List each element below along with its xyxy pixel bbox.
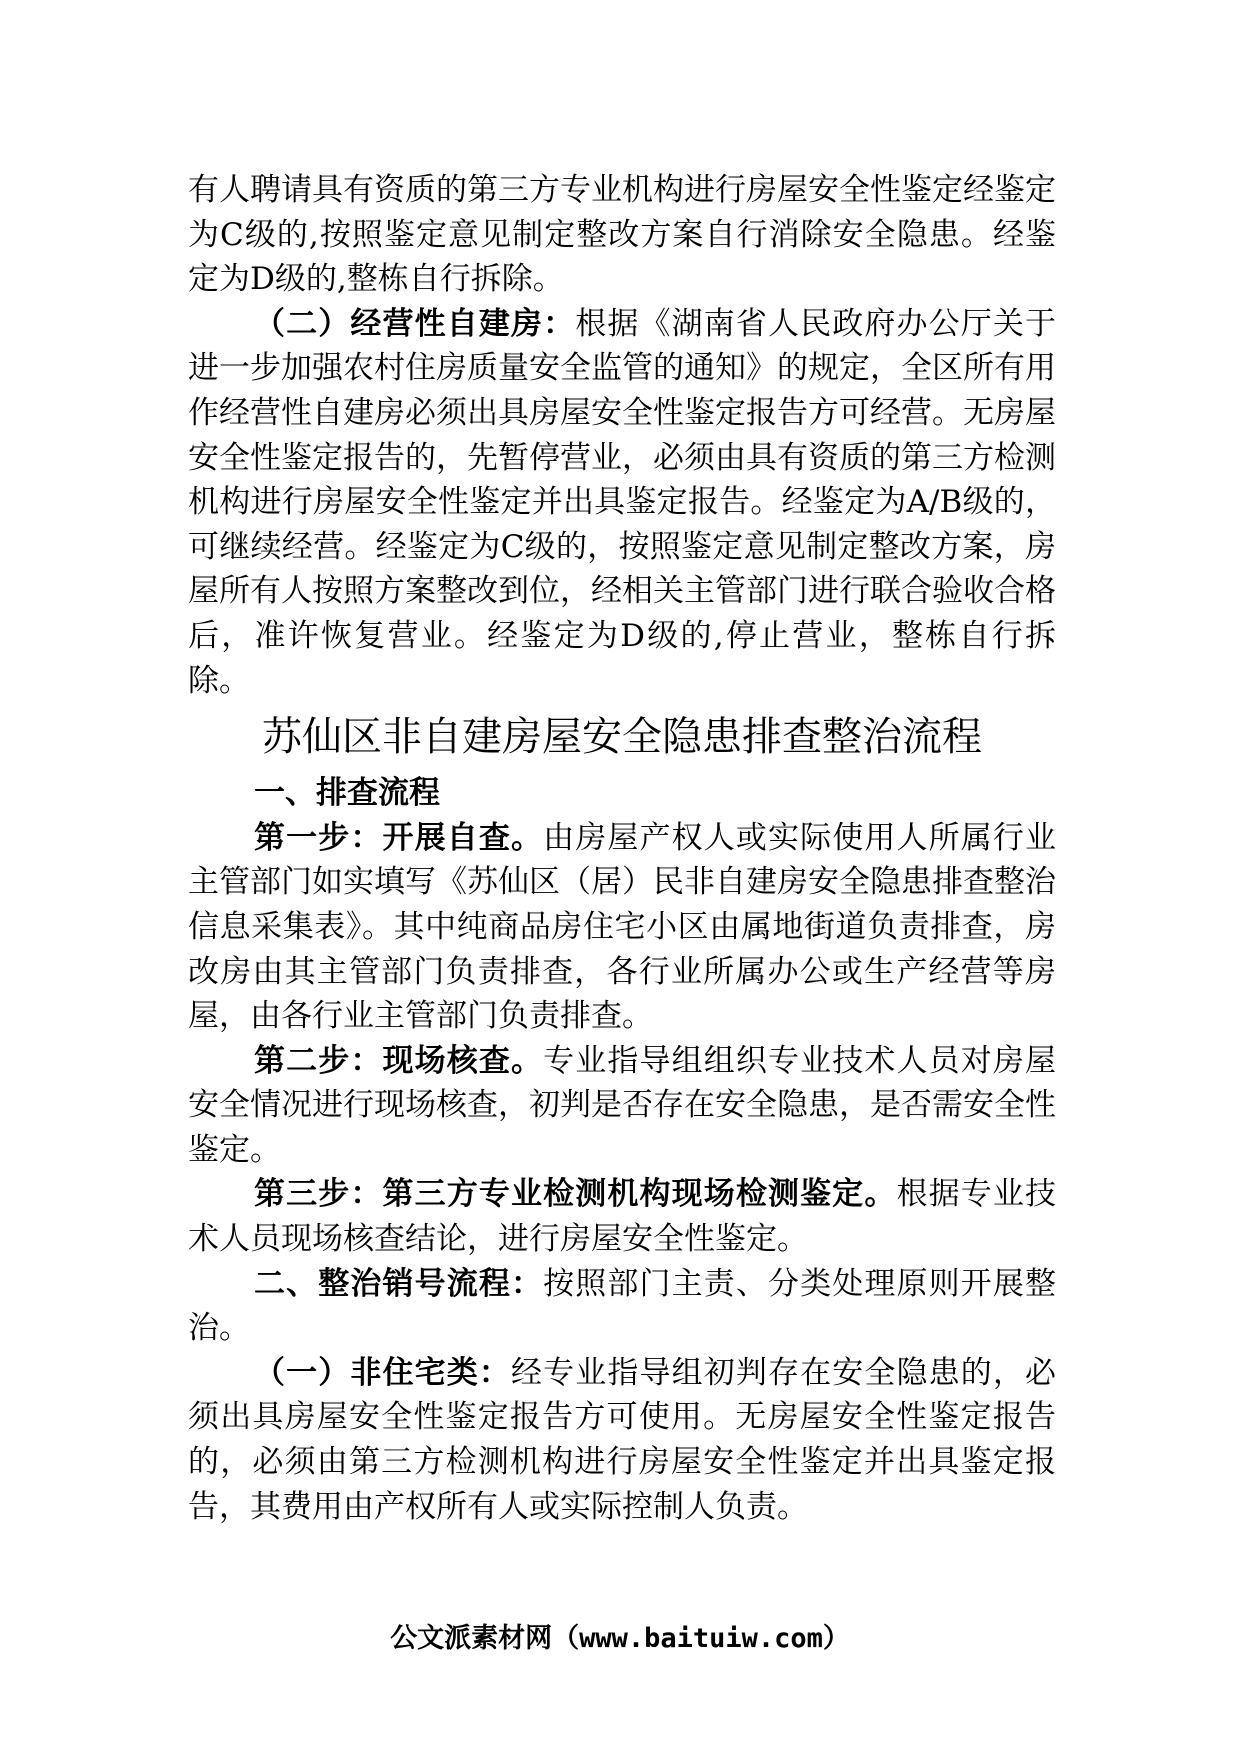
step-two-lead: 第二步：现场核查。: [254, 1042, 544, 1079]
paragraph-non-residential-text: 经专业指导组初判存在安全隐患的，必须出具房屋安全性鉴定报告方可使用。无房屋安全性鉴定报告的，必须由第三方检测机构进行房屋安全性鉴定并出具鉴定报告，其费用由产权所有人或实际控制人负责。: [188, 1354, 1056, 1525]
heading-rectification-text: 按照部门主责、分类处理原则开展整治。: [188, 1265, 1056, 1347]
paragraph-lead: （二）经营性自建房：: [254, 305, 576, 342]
step-two-text: 专业指导组组织专业技术人员对房屋安全情况进行现场核查，初判是否存在安全隐患，是否需安全性鉴定。: [188, 1042, 1056, 1168]
step-three-text: 根据专业技术人员现场核查结论，进行房屋安全性鉴定。: [188, 1176, 1056, 1258]
step-two: [188, 1039, 1056, 1173]
heading-rectification-process: [188, 1262, 1056, 1351]
section-title: 苏仙区非自建房屋安全隐患排查整治流程: [262, 714, 982, 761]
paragraph-non-residential: [188, 1351, 1056, 1529]
paragraph-self-built-cont: 有人聘请具有资质的第三方专业机构进行房屋安全性鉴定经鉴定为C级的,按照鉴定意见制定整改方案自行消除安全隐患。经鉴定为D级的,整栋自行拆除。: [188, 172, 1056, 298]
heading-inspection-process: 一、排查流程: [254, 775, 440, 812]
step-three: [188, 1172, 1056, 1261]
paragraph-text: 根据《湖南省人民政府办公厅关于进一步加强农村住房质量安全监管的通知》的规定，全区所有用作经营性自建房必须出具房屋安全性鉴定报告方可经营。无房屋安全性鉴定报告的，先暂停营业，必须由具有资质的第三方检测机构进行房屋安全性鉴定并出具鉴定报告。经鉴定为A/B级的，可继续经营。经鉴定为C级的，按照鉴定意见制定整改方案，房屋所有人按照方案整改到位，经相关主管部门进行联合验收合格后，准许恢复营业。经鉴定为D级的,停止营业，整栋自行拆除。: [188, 305, 1056, 699]
step-one-text: 由房屋产权人或实际使用人所属行业主管部门如实填写《苏仙区（居）民非自建房安全隐患排查整治信息采集表》。其中纯商品房住宅小区由属地街道负责排查，房改房由其主管部门负责排查，各行业所属办公或生产经营等房屋，由各行业主管部门负责排查。: [188, 819, 1056, 1035]
step-one: [188, 816, 1056, 1039]
step-three-lead: 第三步：第三方专业检测机构现场检测鉴定。: [254, 1176, 897, 1213]
paragraph-commercial-self-built: [188, 302, 1056, 703]
paragraph-non-residential-lead: （一）非住宅类：: [254, 1354, 511, 1391]
document-body: [188, 168, 1056, 1529]
heading-rectification-lead: 二、整治销号流程：: [254, 1265, 544, 1302]
step-one-lead: 第一步：开展自查。: [254, 819, 544, 856]
footer-watermark: 公文派素材网（www.baituiw.com）: [390, 1623, 850, 1654]
